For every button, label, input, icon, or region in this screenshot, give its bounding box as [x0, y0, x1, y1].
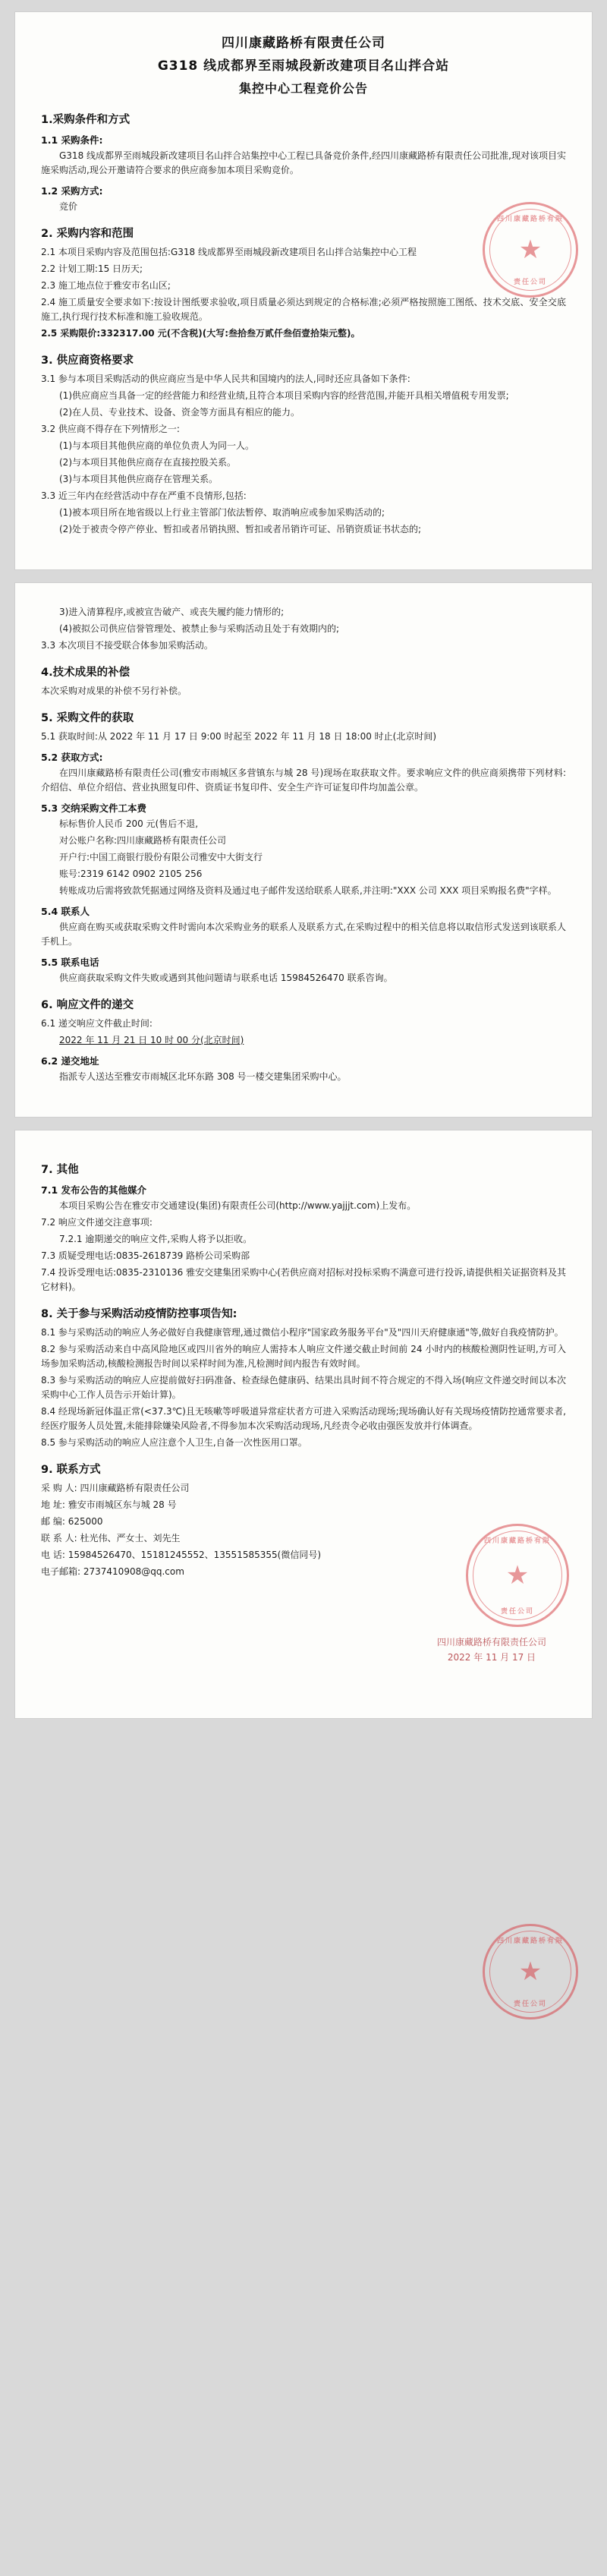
contact-value-address: 雅安市雨城区东与城 28 号: [68, 1499, 177, 1510]
section-heading-6: 6. 响应文件的递交: [41, 999, 134, 1011]
paragraph-6-2: 指派专人送达至雅安市雨城区北环东路 308 号一楼交建集团采购中心。: [59, 1071, 347, 1082]
paragraph-5-5: 供应商获取采购文件失败或遇到其他问题请与联系电话 15984526470 联系咨询。: [59, 973, 393, 983]
title-line-1: 四川康藏路桥有限责任公司: [222, 36, 385, 51]
subheading-5-5: 5.5 联系电话: [41, 957, 99, 968]
title-line-3: 集控中心工程竞价公告: [238, 81, 368, 96]
section-heading-2: 2. 采购内容和范围: [41, 228, 134, 240]
paragraph-3-1-1: (1)供应商应当具备一定的经营能力和经营业绩,且符合本项目采购内容的经营范围,并能开具相关增值税专用发票;: [59, 390, 509, 401]
paragraph-8-1: 8.1 参与采购活动的响应人务必做好自我健康管理,通过微信小程序"国家政务服务平台"及"四川天府健康通"等,做好自我疫情防护。: [41, 1327, 564, 1338]
paragraph-3-3-5: 3.3 本次项目不接受联合体参加采购活动。: [41, 640, 213, 651]
contact-row-phone: [41, 1548, 566, 1562]
contact-value-postcode: 625000: [68, 1516, 103, 1527]
contact-row-person: [41, 1531, 566, 1546]
contact-row-postcode: [41, 1515, 566, 1529]
subheading-7-1: 7.1 发布公告的其他媒介: [41, 1184, 146, 1196]
paragraph-5-4: 供应商在购买或获取采购文件时需向本次采购业务的联系人及联系方式,在采购过程中的相关信息将以取信形式发送到该联系人手机上。: [41, 922, 566, 947]
paragraph-3-2-3: (3)与本项目其他供应商存在管理关系。: [59, 474, 218, 484]
seal-bottom-text: 责任公司: [513, 279, 547, 286]
seal-ring: [489, 1931, 571, 2013]
contact-label-purchaser: 采 购 人:: [41, 1483, 77, 1493]
subheading-6-2: 6.2 递交地址: [41, 1055, 99, 1067]
paragraph-3-3: 3.3 近三年内在经营活动中存在严重不良情形,包括:: [41, 490, 247, 501]
subheading-1-1: 1.1 采购条件:: [41, 134, 103, 146]
paragraph-5-2: 在四川康藏路桥有限责任公司(雅安市雨城区多营镇东与城 28 号)现场在取获取文件。要求响应文件的供应商须携带下列材料:介绍信、单位介绍信、营业执照复印件、资质证书复印件、安全生产许可证复印件均加盖公章。: [41, 768, 566, 793]
section-heading-5: 5. 采购文件的获取: [41, 712, 134, 724]
document-sheet-2: [15, 583, 592, 1117]
paragraph-3-2-2: (2)与本项目其他供应商存在直接控股关系。: [59, 457, 236, 468]
contact-label-postcode: 邮 编:: [41, 1516, 65, 1527]
contact-row-purchaser: [41, 1481, 566, 1496]
contact-value-email[interactable]: 2737410908@qq.com: [83, 1566, 184, 1577]
seal-star-icon: ★: [518, 1956, 543, 1987]
paragraph-2-3: 2.3 施工地点位于雅安市名山区;: [41, 280, 171, 291]
contact-label-email: 电子邮箱:: [41, 1566, 81, 1577]
signature-date: 2022 年 11 月 17 日: [447, 1652, 536, 1663]
signature-company: 四川康藏路桥有限责任公司: [436, 1637, 546, 1647]
paragraph-2-5-price: 2.5 采购限价:332317.00 元(不含税)(大写:叁拾叁万贰仟叁佰壹拾柒元整)。: [41, 328, 360, 339]
paragraph-7-4: 7.4 投诉受理电话:0835-2310136 雅安交建集团采购中心(若供应商对招标对投标采购不满意可进行投诉,请提供相关证据资料及其它材料)。: [41, 1267, 566, 1292]
company-seal-2: [483, 1924, 578, 2019]
paragraph-3-3-3: 3)进入清算程序,或被宣告破产、或丧失履约能力情形的;: [59, 607, 285, 617]
document-page: [0, 12, 607, 2008]
paragraph-3-2-1: (1)与本项目其他供应商的单位负责人为同一人。: [59, 440, 254, 451]
contact-row-address: [41, 1498, 566, 1512]
paragraph-7-1: 本项目采购公告在雅安市交通建设(集团)有限责任公司(http://www.yajjjt.com)上发布。: [59, 1200, 417, 1211]
paragraph-8-3: 8.3 参与采购活动的响应人应提前做好扫码准备、检查绿色健康码、结果出具时间不符合规定的不得入场(响应文件递交时间以本次采购中心工作人员告示开始计算)。: [41, 1375, 566, 1400]
seal-bottom-text: 责任公司: [513, 2001, 547, 2008]
paragraph-8-5: 8.5 参与采购活动的响应人应注意个人卫生,自备一次性医用口罩。: [41, 1437, 307, 1448]
paragraph-1-1: G318 线成都界至雨城段新改建项目名山拌合站集控中心工程已具备竞价条件,经四川康藏路桥有限责任公司批准,现对该项目实施采购活动,现公开邀请符合要求的供应商参加本项目采购竞价。: [41, 150, 566, 175]
paragraph-5-3-c: 开户行:中国工商银行股份有限公司雅安中大街支行: [59, 852, 263, 862]
paragraph-8-4: 8.4 经现场新冠体温正常(<37.3℃)且无咳嗽等呼吸道异常症状者方可进入采购活动现场;现场确认好有关现场疫情防控通常要求者,经医疗服务人员处置,未能排除嫌染风险者,不得参加本次采购活动现场,凡经责令必收由强医发放并行体调查。: [41, 1406, 566, 1431]
paragraph-3-2: 3.2 供应商不得存在下列情形之一:: [41, 424, 180, 434]
paragraph-2-2: 2.2 计划工期:15 日历天;: [41, 263, 143, 274]
spacer: [41, 539, 566, 547]
paragraph-3-3-4: (4)被拟公司供应信誉管理处、被禁止参与采购活动且处于有效期内的;: [59, 623, 340, 634]
page-title: [41, 32, 566, 100]
section-heading-9: 9. 联系方式: [41, 1464, 101, 1476]
subheading-5-3: 5.3 交纳采购文件工本费: [41, 802, 146, 814]
subheading-5-4: 5.4 联系人: [41, 906, 90, 917]
seal-top-text: 四川康藏路桥有限: [483, 1537, 551, 1545]
subheading-5-2: 5.2 获取方式:: [41, 752, 103, 763]
title-line-2: G318 线成都界至雨城段新改建项目名山拌合站: [157, 58, 450, 74]
paragraph-6-1: 6.1 递交响应文件截止时间:: [41, 1018, 153, 1029]
paragraph-6-1-deadline: 2022 年 11 月 21 日 10 时 00 分(北京时间): [59, 1035, 244, 1045]
contact-value-purchaser: 四川康藏路桥有限责任公司: [80, 1483, 190, 1493]
paragraph-1-2: 竞价: [59, 201, 78, 212]
contact-row-email: [41, 1565, 566, 1579]
contact-value-person: 杜光伟、严女士、刘先生: [80, 1533, 181, 1543]
section-heading-1: 1.采购条件和方式: [41, 114, 131, 126]
spacer: [41, 1086, 566, 1094]
paragraph-7-2: 7.2 响应文件递交注意事项:: [41, 1217, 153, 1228]
paragraph-3-1-2: (2)在人员、专业技术、设备、资金等方面具有相应的能力。: [59, 407, 300, 418]
contact-label-phone: 电 话:: [41, 1550, 65, 1560]
paragraph-4: 本次采购对成果的补偿不另行补偿。: [41, 686, 187, 696]
paragraph-2-4: 2.4 施工质量安全要求如下:按设计图纸要求验收,项目质量必须达到规定的合格标准;必须严格按照施工图纸、技术交底、安全交底施工,执行现行技术标准和施工验收规范。: [41, 297, 566, 322]
paragraph-5-3-d: 账号:2319 6142 0902 2105 256: [59, 869, 203, 879]
paragraph-5-3-e: 转账成功后需将致款凭据通过网络及资料及通过电子邮件发送给联系人联系,并注明:"XXX 公司 XXX 项目采购报名费"字样。: [59, 885, 557, 896]
paragraph-8-2: 8.2 参与采购活动来自中高风险地区或四川省外的响应人需持本人响应文件递交截止时间前 24 小时内的核酸检测阴性证明,方可入场参加采购活动,核酸检测报告时间以采样时间为准,凡检测时间内报告有效时间。: [41, 1344, 566, 1369]
seal-bottom-text: 责任公司: [500, 1608, 534, 1616]
contact-label-address: 地 址:: [41, 1499, 65, 1510]
section-heading-7: 7. 其他: [41, 1164, 79, 1176]
document-sheet-1: [15, 12, 592, 569]
section-heading-3: 3. 供应商资格要求: [41, 355, 134, 367]
document-sheet-3: [15, 1130, 592, 2008]
paragraph-7-2-1: 7.2.1 逾期递交的响应文件,采购人将予以拒收。: [59, 1234, 253, 1244]
paragraph-5-3-a: 标标售价人民币 200 元(售后不退,: [59, 818, 199, 829]
signature-block: [437, 1635, 546, 1665]
seal-star-icon: ★: [518, 235, 543, 265]
seal-top-text: 四川康藏路桥有限: [496, 216, 564, 223]
paragraph-5-1: 5.1 获取时间:从 2022 年 11 月 17 日 9:00 时起至 2022 年 11 月 18 日 18:00 时止(北京时间): [41, 731, 437, 742]
paragraph-3-1: 3.1 参与本项目采购活动的供应商应当是中华人民共和国境内的法人,同时还应具备如下条件:: [41, 374, 410, 384]
seal-star-icon: ★: [505, 1560, 530, 1591]
paragraph-2-1: 2.1 本项目采购内容及范围包括:G318 线成都界至雨城段新改建项目名山拌合站集控中心工程: [41, 247, 417, 257]
paragraph-7-3: 7.3 质疑受理电话:0835-2618739 路桥公司采购部: [41, 1250, 250, 1261]
paragraph-3-3-1: (1)被本项目所在地省级以上行业主管部门依法暂停、取消响应或参加采购活动的;: [59, 507, 385, 518]
subheading-1-2: 1.2 采购方式:: [41, 185, 103, 197]
paragraph-3-3-2: (2)处于被责令停产停业、暂扣或者吊销执照、暂扣或者吊销许可证、吊销资质证书状态的;: [59, 524, 422, 534]
paragraph-5-3-b: 对公账户名称:四川康藏路桥有限责任公司: [59, 835, 227, 846]
seal-top-text: 四川康藏路桥有限: [496, 1938, 564, 1945]
section-heading-4: 4.技术成果的补偿: [41, 667, 131, 679]
section-heading-8: 8. 关于参与采购活动疫情防控事项告知:: [41, 1308, 237, 1320]
contact-value-phone: 15984526470、15181245552、13551585355(微信同号): [68, 1550, 321, 1560]
contact-label-person: 联 系 人:: [41, 1533, 77, 1543]
